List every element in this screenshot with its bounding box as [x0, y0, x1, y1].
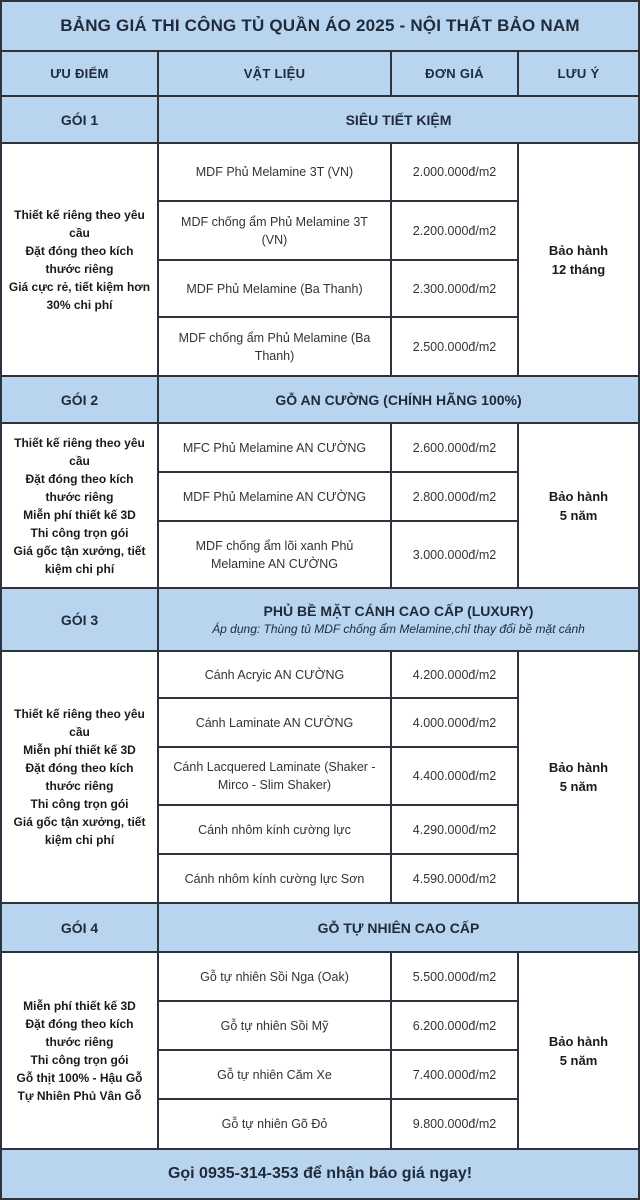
group-header-col-divider: [157, 589, 159, 650]
group-divider: [2, 902, 638, 904]
title-divider: [2, 50, 638, 52]
advantage-item: Thi công trọn gói: [30, 797, 129, 811]
note-cell: [519, 144, 638, 375]
row-divider: [159, 471, 517, 473]
price-cell: 4.400.000đ/m2: [412, 769, 497, 783]
advantage-item: Đặt đóng theo kích thước riêng: [25, 471, 134, 504]
group-title-text: SIÊU TIẾT KIỆM: [345, 111, 452, 128]
advantages-cell: [2, 953, 157, 1148]
advantage-item: Đặt đóng theo kích thước riêng: [25, 1016, 134, 1049]
advantage-item: Miễn phí thiết kế 3D: [23, 507, 136, 522]
note-line: 12 tháng: [551, 261, 606, 277]
group-header-divider: [2, 422, 638, 424]
price-cell: 7.400.000đ/m2: [412, 1067, 497, 1082]
body-col-divider: [517, 953, 519, 1148]
advantage-item: Đặt đóng theo kích thước riêng: [25, 761, 134, 793]
row-divider: [159, 1098, 517, 1100]
material-cell: Cánh nhôm kính cường lực Sơn: [184, 871, 365, 886]
group-header-divider: [2, 142, 638, 144]
column-header-note: LƯU Ý: [557, 66, 600, 81]
price-cell: 4.290.000đ/m2: [412, 822, 497, 837]
group-title-text: PHỦ BỀ MẶT CÁNH CAO CẤP (LUXURY): [263, 603, 534, 619]
body-col-divider: [390, 424, 392, 587]
note-line: Bảo hành: [548, 760, 609, 775]
material-cell: Cánh nhôm kính cường lực: [198, 822, 351, 837]
col-divider: [157, 50, 159, 95]
page-title: BẢNG GIÁ THI CÔNG TỦ QUẦN ÁO 2025 - NỘI THẤT BẢO NAM: [60, 16, 580, 35]
body-col-divider: [517, 424, 519, 587]
material-cell: MDF chống ẩm Phủ Melamine (Ba Thanh): [178, 330, 371, 363]
col-divider: [390, 50, 392, 95]
group-name: GÓI 3: [60, 611, 99, 628]
price-cell: 2.800.000đ/m2: [412, 489, 497, 504]
price-cell: 2.500.000đ/m2: [412, 339, 497, 354]
note-cell: [519, 424, 638, 587]
row-divider: [159, 520, 517, 522]
call-to-action: Gọi 0935-314-353 để nhận báo giá ngay!: [167, 1165, 473, 1182]
advantage-item: Miễn phí thiết kế 3D: [23, 998, 136, 1013]
group-title-text: GỖ AN CƯỜNG (CHÍNH HÃNG 100%): [275, 391, 522, 408]
price-cell: 4.590.000đ/m2: [412, 871, 497, 886]
note-line: Bảo hành: [548, 242, 609, 258]
advantages-cell: [2, 424, 157, 587]
col-divider: [517, 50, 519, 95]
body-col-divider: [157, 424, 159, 587]
group-header-col-divider: [157, 377, 159, 422]
body-col-divider: [390, 652, 392, 902]
material-cell: MDF chống ẩm Phủ Melamine 3T (VN): [181, 214, 368, 247]
material-cell: Gỗ tự nhiên Căm Xe: [217, 1067, 332, 1082]
note-line: 5 năm: [559, 1052, 598, 1068]
material-cell: Cánh Acryic AN CƯỜNG: [204, 667, 345, 682]
group-title: [159, 589, 638, 650]
material-cell: MDF Phủ Melamine (Ba Thanh): [186, 281, 363, 296]
row-divider: [159, 697, 517, 699]
price-cell: 3.000.000đ/m2: [412, 547, 497, 562]
material-cell: MDF Phủ Melamine AN CƯỜNG: [182, 489, 367, 504]
group-name: GÓI 2: [60, 391, 99, 408]
note-line: Bảo hành: [548, 1033, 609, 1049]
group-header-divider: [2, 951, 638, 953]
advantage-item: Thiết kế riêng theo yêu cầu: [14, 207, 145, 240]
column-header-advantages: ƯU ĐIỂM: [50, 66, 109, 81]
group-divider: [2, 375, 638, 377]
group-subtitle: Áp dụng: Thùng tủ MDF chống ẩm Melamine,chỉ thay đổi bề mặt cánh: [212, 622, 585, 636]
group-title: [159, 97, 638, 142]
row-divider: [159, 259, 517, 261]
row-divider: [159, 853, 517, 855]
advantages-cell: [2, 652, 157, 902]
material-cell: MDF chống ẩm lõi xanh Phủ Melamine AN CƯỜNG: [195, 538, 354, 571]
price-cell: 2.600.000đ/m2: [412, 440, 497, 455]
price-cell: 4.200.000đ/m2: [412, 667, 497, 682]
advantage-item: Thiết kế riêng theo yêu cầu: [14, 435, 145, 468]
group-header-col-divider: [157, 904, 159, 951]
material-cell: Cánh Laminate AN CƯỜNG: [195, 715, 354, 730]
advantage-item: Giá gốc tận xưởng, tiết kiệm chi phí: [13, 543, 146, 576]
price-cell: 4.000.000đ/m2: [412, 715, 497, 730]
price-cell: 2.000.000đ/m2: [412, 165, 497, 179]
price-cell: 2.300.000đ/m2: [412, 281, 497, 296]
note-cell: [519, 953, 638, 1148]
group-title: [159, 904, 638, 951]
row-divider: [159, 200, 517, 202]
advantage-item: Giá cực rẻ, tiết kiệm hơn 30% chi phí: [8, 279, 151, 312]
advantage-item: Thi công trọn gói: [30, 525, 129, 540]
advantage-item: Giá gốc tận xưởng, tiết kiệm chi phí: [13, 815, 146, 847]
row-divider: [159, 746, 517, 748]
group-name: GÓI 1: [60, 111, 99, 128]
advantage-item: Gỗ thịt 100% - Hậu Gỗ Tự Nhiên Phủ Vân Gỗ: [16, 1070, 143, 1103]
price-cell: 5.500.000đ/m2: [412, 969, 497, 984]
advantage-item: Thiết kế riêng theo yêu cầu: [14, 707, 145, 739]
price-cell: 2.200.000đ/m2: [412, 223, 497, 238]
group-title: [159, 377, 638, 422]
group-header-col-divider: [157, 97, 159, 142]
row-divider: [159, 1000, 517, 1002]
column-header-price: ĐƠN GIÁ: [425, 66, 484, 81]
note-line: 5 năm: [559, 507, 598, 523]
advantage-item: Đặt đóng theo kích thước riêng: [25, 243, 134, 276]
material-cell: MFC Phủ Melamine AN CƯỜNG: [182, 440, 367, 455]
material-cell: Gỗ tự nhiên Sồi Nga (Oak): [200, 969, 349, 984]
row-divider: [159, 804, 517, 806]
group-header-divider: [2, 650, 638, 652]
header-divider: [2, 95, 638, 97]
material-cell: Gỗ tự nhiên Gõ Đỏ: [221, 1117, 328, 1131]
column-header-material: VẬT LIỆU: [243, 66, 306, 81]
row-divider: [159, 1049, 517, 1051]
group-name: GÓI 4: [60, 919, 99, 936]
note-line: Bảo hành: [548, 488, 609, 504]
advantages-cell: [2, 144, 157, 375]
advantage-item: Thi công trọn gói: [30, 1052, 129, 1067]
group-title-text: GỖ TỰ NHIÊN CAO CẤP: [317, 919, 480, 936]
group-divider: [2, 587, 638, 589]
material-cell: Gỗ tự nhiên Sồi Mỹ: [220, 1018, 329, 1033]
price-cell: 9.800.000đ/m2: [412, 1117, 497, 1131]
footer-divider: [2, 1148, 638, 1150]
body-col-divider: [517, 144, 519, 375]
body-col-divider: [517, 652, 519, 902]
material-cell: MDF Phủ Melamine 3T (VN): [195, 165, 354, 179]
row-divider: [159, 316, 517, 318]
advantage-item: Miễn phí thiết kế 3D: [23, 743, 136, 757]
price-cell: 6.200.000đ/m2: [412, 1018, 497, 1033]
note-line: 5 năm: [559, 779, 598, 794]
note-cell: [519, 652, 638, 902]
material-cell: Cánh Lacquered Laminate (Shaker - Mirco - Slim Shaker): [173, 760, 376, 792]
body-col-divider: [157, 652, 159, 902]
